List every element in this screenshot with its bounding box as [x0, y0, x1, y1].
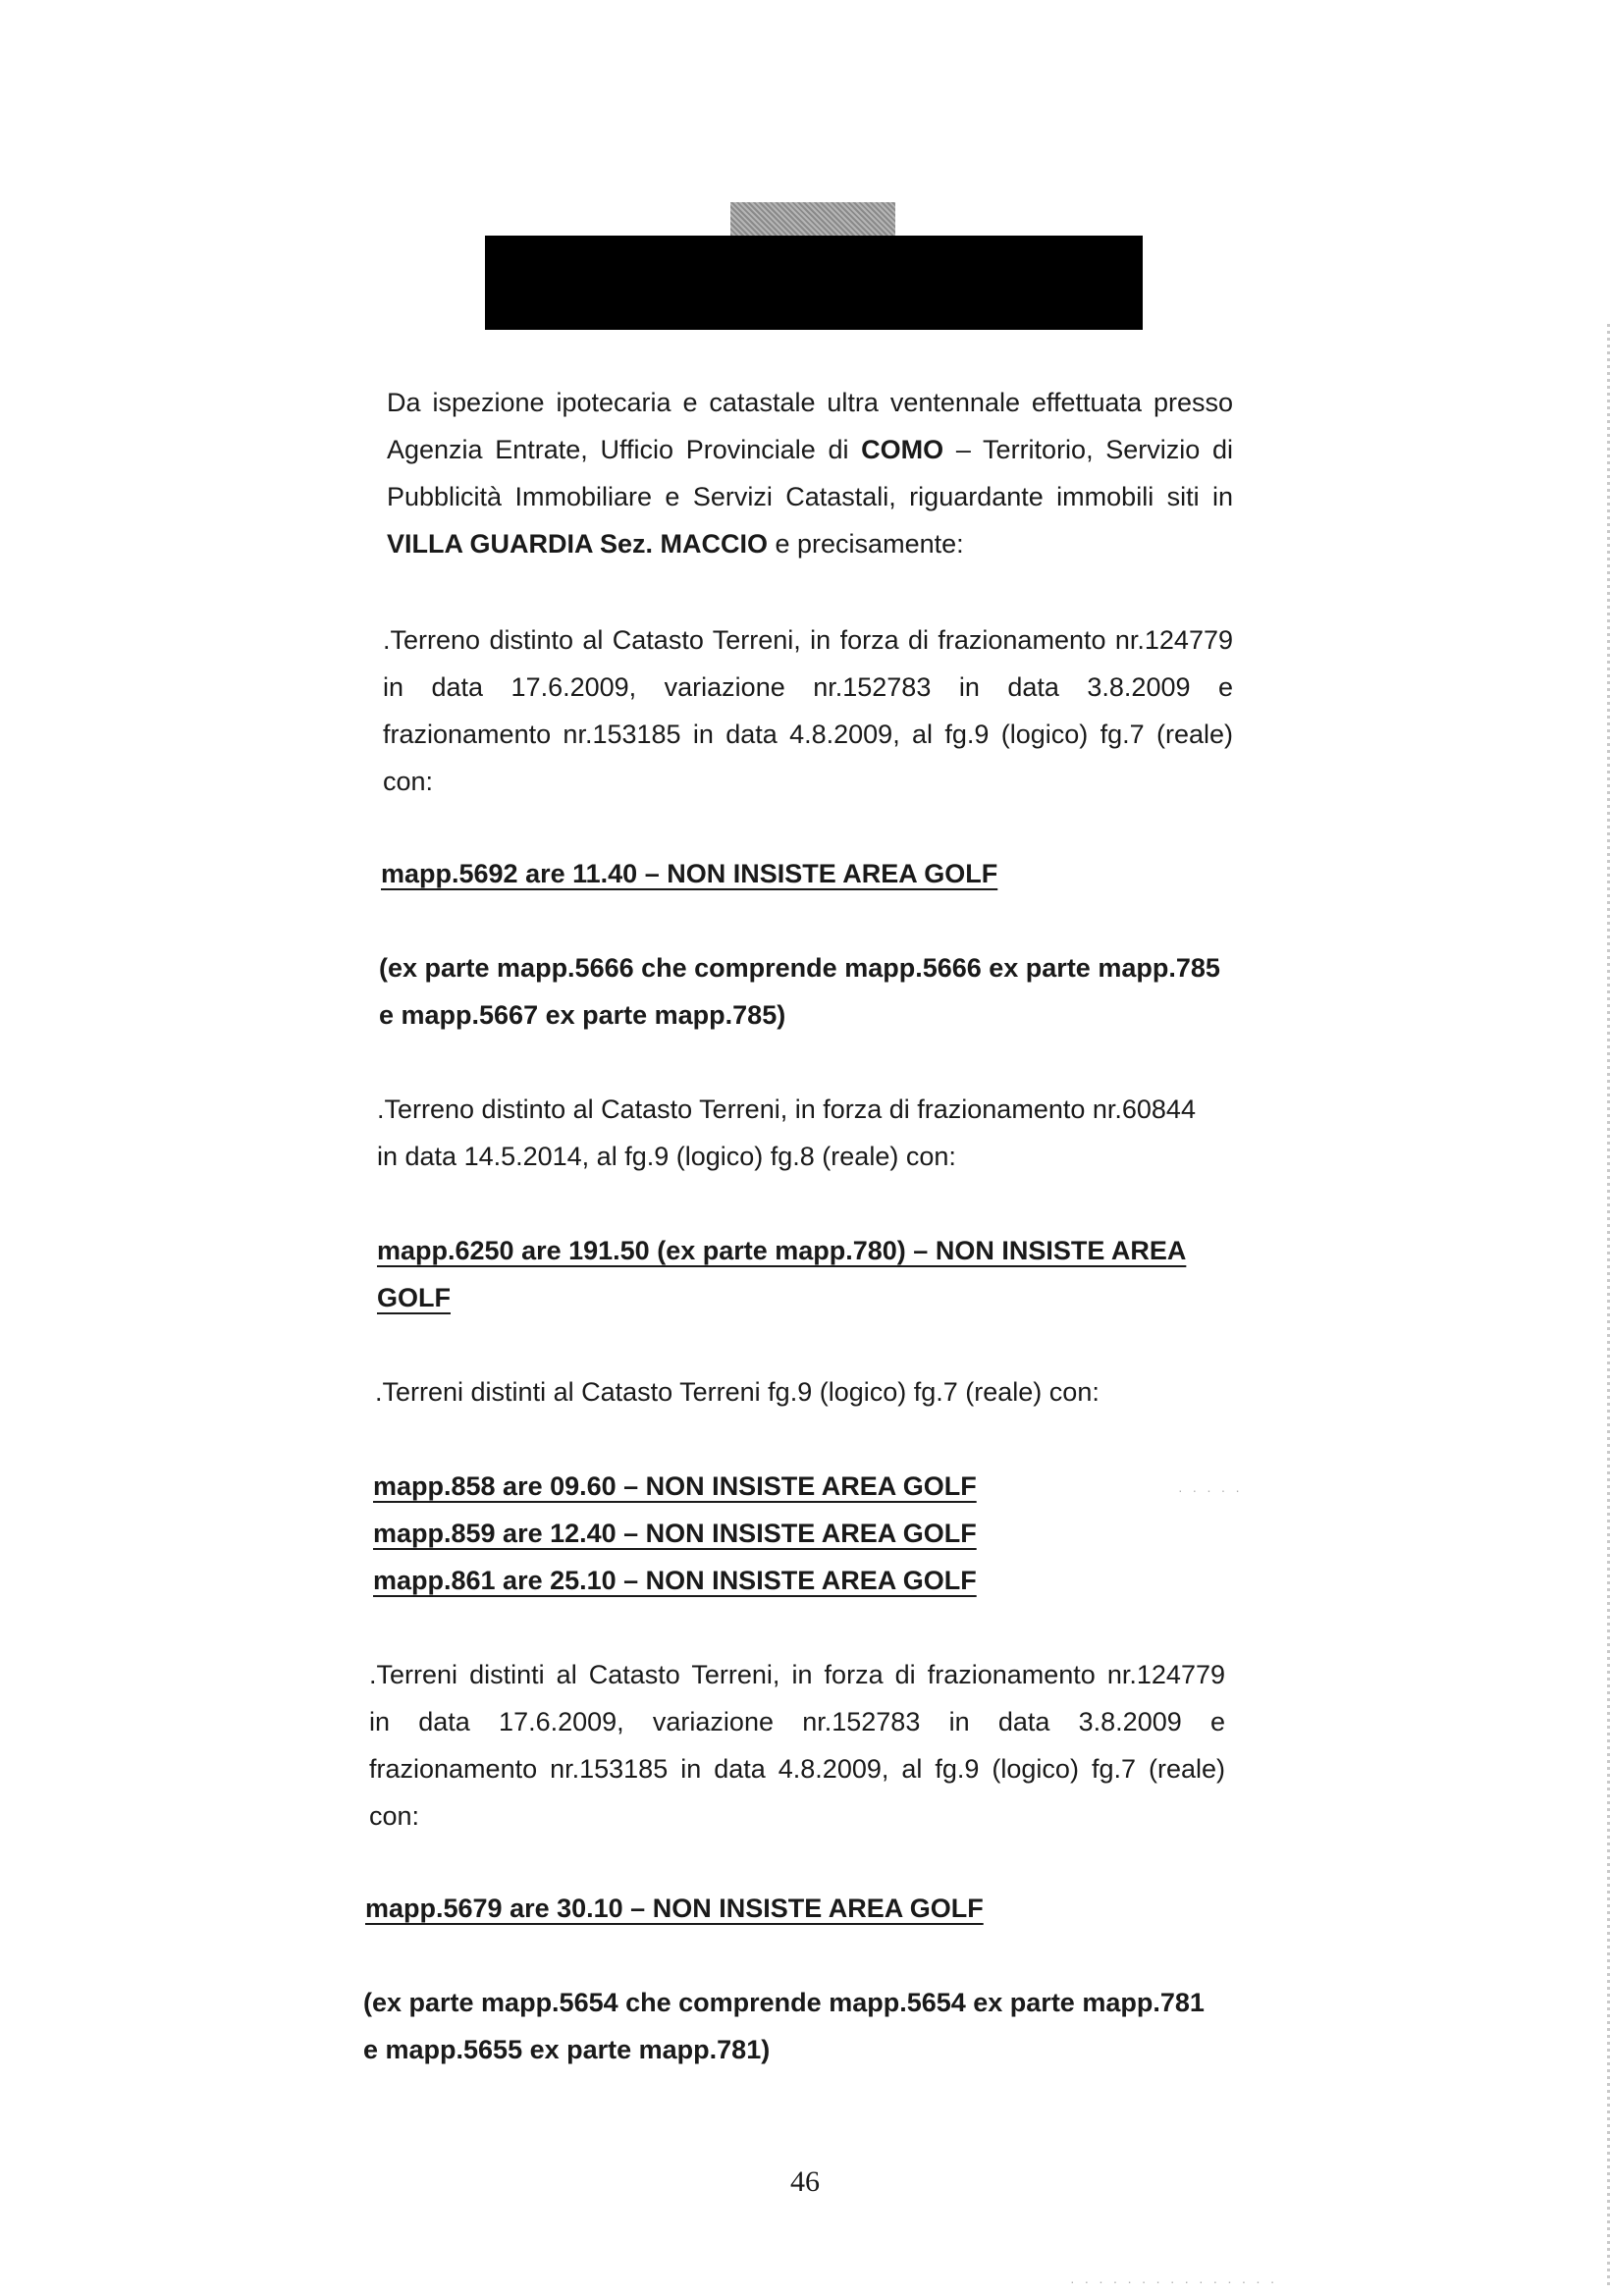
block4-ex-line-1: (ex parte mapp.5654 che comprende mapp.5654 ex parte mapp.781 [363, 1988, 1205, 2017]
block3-mapp-b: mapp.859 are 12.40 – NON INSISTE AREA GOLF [373, 1519, 977, 1548]
block2-mapp-line-1: mapp.6250 are 191.50 (ex parte mapp.780) – NON INSISTE AREA [377, 1236, 1187, 1265]
intro-line-4-b: e precisamente: [768, 529, 964, 559]
block1-mapp: mapp.5692 are 11.40 – NON INSISTE AREA GOLF [381, 859, 998, 888]
intro-line-2 [387, 426, 1233, 473]
redaction-block [485, 236, 1143, 330]
intro-location: VILLA GUARDIA Sez. MACCIO [387, 529, 769, 559]
intro-line-2-c: – Territorio, Servizio di [943, 435, 1233, 464]
redaction-mark-small [730, 202, 895, 236]
block1-line-3: frazionamento nr.153185 in data 4.8.2009, al fg.9 (logico) fg.7 (reale) [383, 720, 1233, 749]
block4-ex-line-2: e mapp.5655 ex parte mapp.781) [363, 2035, 771, 2064]
block1-line-4: con: [383, 767, 434, 796]
page-number: 46 [790, 2165, 820, 2198]
block3-line-1: .Terreni distinti al Catasto Terreni fg.9 (logico) fg.7 (reale) con: [375, 1377, 1100, 1407]
intro-line-3: Pubblicità Immobiliare e Servizi Catastali, riguardante immobili siti in [387, 482, 1233, 511]
intro-line-4 [387, 520, 964, 567]
block4-line-2: in data 17.6.2009, variazione nr.152783 in data 3.8.2009 e [369, 1707, 1225, 1736]
block4-mapp: mapp.5679 are 30.10 – NON INSISTE AREA GOLF [365, 1894, 984, 1923]
scan-dots-bottom: · · · · · · · · · · · · · · · [1070, 2273, 1278, 2289]
scan-dots-artifact: · · · · · [1178, 1482, 1243, 1498]
intro-line-1: Da ispezione ipotecaria e catastale ultra ventennale effettuata presso [387, 388, 1233, 417]
block4-line-4: con: [369, 1801, 420, 1831]
block3-mapp-c: mapp.861 are 25.10 – NON INSISTE AREA GOLF [373, 1566, 977, 1595]
block4-line-3: frazionamento nr.153185 in data 4.8.2009, al fg.9 (logico) fg.7 (reale) [369, 1754, 1225, 1784]
block1-line-1: .Terreno distinto al Catasto Terreni, in forza di frazionamento nr.124779 [383, 625, 1233, 655]
block1-ex-line-2: e mapp.5667 ex parte mapp.785) [379, 1000, 786, 1030]
intro-line-2-a: Agenzia Entrate, Ufficio Provinciale di [387, 435, 862, 464]
block2-line-2: in data 14.5.2014, al fg.9 (logico) fg.8 (reale) con: [377, 1142, 956, 1171]
block4-line-1: .Terreni distinti al Catasto Terreni, in forza di frazionamento nr.124779 [369, 1660, 1225, 1689]
block2-line-1: .Terreno distinto al Catasto Terreni, in forza di frazionamento nr.60844 [377, 1095, 1196, 1124]
intro-city: COMO [861, 435, 944, 464]
block3-mapp-a: mapp.858 are 09.60 – NON INSISTE AREA GOLF [373, 1471, 977, 1501]
block2-mapp-line-2: GOLF [377, 1283, 451, 1312]
block1-line-2: in data 17.6.2009, variazione nr.152783 in data 3.8.2009 e [383, 672, 1233, 702]
block1-ex-line-1: (ex parte mapp.5666 che comprende mapp.5666 ex parte mapp.785 [379, 953, 1220, 983]
